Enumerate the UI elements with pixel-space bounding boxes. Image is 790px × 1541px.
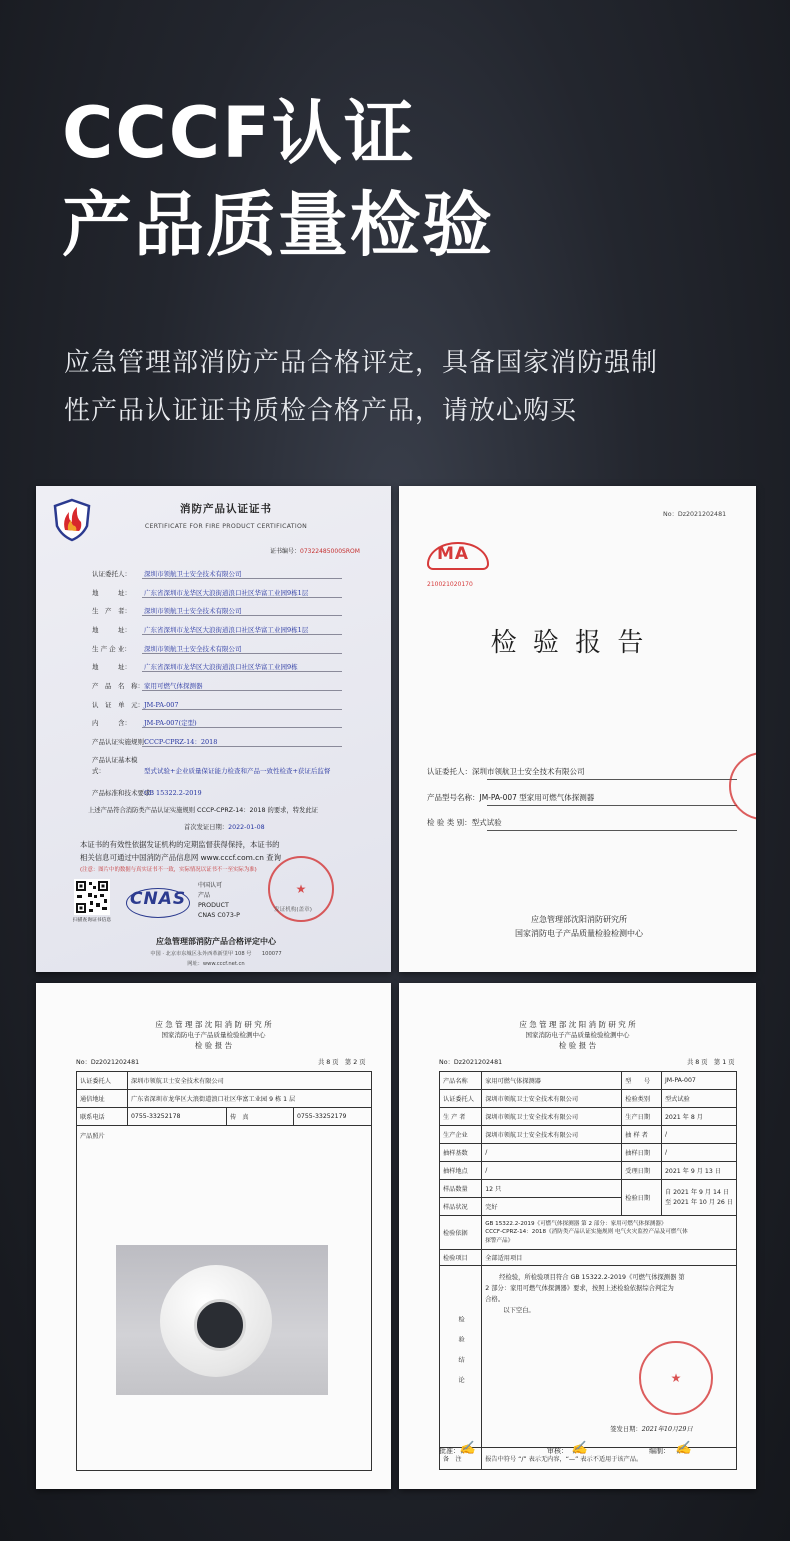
divider: [142, 727, 342, 728]
cert-row: [92, 662, 298, 671]
table-cell: 产品名称: [440, 1072, 482, 1090]
cnas-text-4: CNAS C073-P: [198, 912, 240, 919]
table-row: [440, 1180, 737, 1198]
approver-signature-icon: ✍: [459, 1441, 476, 1456]
certificate-number-value: 07322485000SROM: [300, 548, 360, 555]
certificate-address: 中国 · 北京市东城区永外西革新里甲 108 号 100077: [150, 951, 282, 957]
table-cell: 检验结论: [440, 1266, 482, 1448]
red-seal-stamp: [639, 1341, 713, 1415]
basis-line-2: CCCF-CPRZ-14：2018《消防类产品认证实施规则 电气火灾监控产品及可燃气体: [485, 1229, 688, 1236]
cert-row-label: 产品标准和技术要求：: [92, 789, 157, 797]
table-cell: 2021 年 9 月 13 日: [661, 1162, 736, 1180]
certificate-number: [270, 549, 360, 555]
conclusion-line-2: 2 部分：家用可燃气体探测器》要求，按照上述检验依据综合判定为: [485, 1285, 674, 1293]
table-cell: 报告中符号 “/” 表示无内容，“—” 表示不适用于该产品。: [482, 1448, 737, 1470]
cert-row-value: 深圳市领航卫士安全技术有限公司: [144, 570, 242, 578]
cert-row: [92, 681, 203, 690]
report-header-1: 应 急 管 理 部 沈 阳 消 防 研 究 所: [155, 1020, 272, 1029]
test-report-page-2: [36, 983, 391, 1489]
cert-row-label: 生 产 企 业：: [92, 645, 131, 653]
report-cover-row: [427, 768, 585, 776]
table-cell: 认证委托人: [77, 1072, 128, 1090]
cert-row: [92, 625, 308, 634]
subtitle-line2: 性产品认证证书质检合格产品，请放心购买: [64, 396, 578, 426]
subtitle-line1: 应急管理部消防产品合格评定，具备国家消防强制: [64, 348, 659, 378]
cert-row: [92, 737, 217, 746]
certificate-date-label: 首次发证日期：: [184, 824, 229, 831]
table-cell: 样品数量: [440, 1180, 482, 1198]
report-pages: 共 8 页 第 2 页: [318, 1059, 366, 1066]
table-row: [440, 1216, 737, 1250]
headline-line2: 产品质量检验: [62, 184, 494, 266]
review-label: 审核：: [547, 1447, 568, 1455]
sign-date-value: 2021年10月29日: [641, 1426, 693, 1433]
test-report-cover: [399, 486, 756, 972]
table-cell: 12 只: [482, 1180, 622, 1198]
cert-row: [92, 700, 179, 709]
table-row: [440, 1250, 737, 1266]
certificate-number-label: 证书编号：: [270, 548, 301, 555]
report-cover-value: JM-PA-007 型家用可燃气体探测器: [479, 793, 595, 802]
table-cell: /: [661, 1126, 736, 1144]
table-cell: 生产日期: [622, 1108, 662, 1126]
table-cell: 备 注: [440, 1448, 482, 1470]
table-cell: 0755-33252179: [294, 1108, 372, 1126]
cert-row-value: CCCP-CPRZ-14：2018: [144, 738, 218, 746]
report-header-2: 国家消防电子产品质量检验检测中心: [161, 1031, 266, 1039]
cert-row-value: 家用可燃气体探测器: [144, 682, 203, 690]
conclusion-line-1: 经检验，所检验项目符合 GB 15322.2-2019《可燃气体探测器 第: [499, 1274, 685, 1281]
report-pages: 共 8 页 第 1 页: [687, 1059, 735, 1066]
certificate-date-value: 2022-01-08: [228, 824, 265, 831]
cert-row-value: GB 15322.2-2019: [144, 789, 202, 797]
cert-row-value: 广东省深圳市龙华区大浪街道浪口社区华富工业园9栋1层: [144, 589, 309, 597]
test-date-from: 自 2021 年 9 月 14 日: [664, 1188, 730, 1196]
report-title: 检 验 报 告: [490, 628, 648, 658]
cert-row-label: 产品认证基本模式：: [92, 756, 138, 776]
table-cell: 检验日期: [622, 1180, 662, 1216]
table-cell: /: [482, 1162, 622, 1180]
report-header-1: 应 急 管 理 部 沈 阳 消 防 研 究 所: [519, 1020, 636, 1029]
cert-row-label: 产品认证实施规则：: [92, 738, 151, 746]
divider: [142, 597, 342, 598]
red-seal-stamp: [729, 752, 756, 820]
cert-row: [92, 718, 197, 727]
table-cell: 检验依据: [440, 1216, 482, 1250]
report-cover-row: [427, 819, 502, 827]
table-row: [440, 1144, 737, 1162]
table-cell: 全部适用项目: [482, 1250, 737, 1266]
certificate-web: 网址：www.cccf.net.cn: [187, 961, 245, 967]
table-cell: /: [482, 1144, 622, 1162]
cert-row: [92, 606, 242, 615]
table-cell: 通信地址: [77, 1090, 128, 1108]
certificate-title: 消防产品认证证书: [180, 503, 272, 515]
report-cover-label: 产品型号名称：: [427, 793, 480, 802]
table-cell: 生 产 者: [440, 1108, 482, 1126]
certificate-issuer: 应急管理部消防产品合格评定中心: [156, 937, 276, 946]
divider: [142, 709, 342, 710]
divider: [142, 746, 342, 747]
cma-code: 210021020170: [427, 581, 473, 588]
cert-row-label: 内 含：: [92, 719, 131, 727]
table-cell: 样品状况: [440, 1198, 482, 1216]
cert-row-value: 深圳市领航卫士安全技术有限公司: [144, 645, 242, 653]
headline-line1: CCCF认证: [62, 92, 416, 174]
cert-row-value: 型式试验+企业质量保证能力检查和产品一致性检查+获证后监督: [144, 767, 331, 776]
report-number: No：Dz2021202481: [76, 1059, 140, 1066]
table-cell: 型 号: [622, 1072, 662, 1090]
cert-row: [92, 588, 308, 597]
cert-row-label: 地 址：: [92, 626, 131, 634]
product-photo-label: 产品照片: [80, 1133, 105, 1140]
cert-row-label: 认 证 单 元：: [92, 701, 144, 709]
qr-caption: 扫描查询证书信息: [72, 918, 112, 923]
divider: [487, 830, 737, 831]
divider: [487, 805, 737, 806]
certificate-title-en: CERTIFICATE FOR FIRE PRODUCT CERTIFICATION: [144, 523, 308, 530]
basis-line-1: GB 15322.2-2019《可燃气体探测器 第 2 部分：家用可燃气体探测器》: [485, 1221, 667, 1228]
report-header-2: 国家消防电子产品质量检验检测中心: [525, 1031, 630, 1039]
cert-row: [92, 788, 202, 797]
report-header-3: 检 验 报 告: [558, 1041, 597, 1050]
table-row: [440, 1072, 737, 1090]
report-header-3: 检 验 报 告: [194, 1041, 233, 1050]
fire-product-certificate: [36, 486, 391, 972]
table-row: [77, 1072, 372, 1090]
divider: [142, 690, 342, 691]
certificate-note1: 本证书的有效性依据发证机构的定期监督获得保持，本证书的: [80, 840, 280, 849]
cnas-logo: CNAS: [130, 889, 187, 909]
divider: [487, 779, 737, 780]
cert-row-value: JM-PA-007: [144, 701, 179, 709]
cert-row-value: 广东省深圳市龙华区大浪街道浪口社区华富工业园9栋: [144, 663, 298, 671]
cert-row: [92, 569, 242, 578]
report-cover-label: 检 验 类 别：: [427, 818, 472, 827]
report-cover-row: [427, 794, 594, 802]
table-cell: 完好: [482, 1198, 622, 1216]
basis-line-3: 探警产品》: [485, 1237, 514, 1244]
table-cell: 深圳市领航卫士安全技术有限公司: [482, 1108, 622, 1126]
cert-row-label: 地 址：: [92, 663, 131, 671]
cert-row: [92, 755, 332, 777]
table-cell: 联系电话: [77, 1108, 128, 1126]
table-row: [440, 1126, 737, 1144]
compile-label: 编制：: [649, 1447, 670, 1455]
table-cell: 家用可燃气体探测器: [482, 1072, 622, 1090]
product-photo: [116, 1245, 328, 1395]
cnas-text-1: 中国认可: [198, 882, 223, 889]
divider: [142, 653, 342, 654]
table-row: [440, 1162, 737, 1180]
cert-row-label: 认证委托人：: [92, 570, 131, 578]
table-cell: 认证委托人: [440, 1090, 482, 1108]
table-row: [77, 1108, 372, 1126]
cert-row-value: 深圳市领航卫士安全技术有限公司: [144, 607, 242, 615]
report-number: No：Dz2021202481: [663, 511, 727, 518]
table-cell: 型式试验: [661, 1090, 736, 1108]
conclusion-line-3: 合格。: [485, 1296, 505, 1304]
table-cell: 2021 年 8 月: [661, 1108, 736, 1126]
table-cell: [661, 1180, 736, 1216]
table-cell: 传 真: [227, 1108, 294, 1126]
sign-date: [610, 1424, 692, 1435]
divider: [142, 671, 342, 672]
divider: [142, 615, 342, 616]
table-row: [440, 1448, 737, 1470]
gas-detector-display: [194, 1299, 246, 1351]
table-cell: 抽 样 者: [622, 1126, 662, 1144]
conclusion-line-4: 以下空白。: [503, 1307, 535, 1315]
table-cell: 检验类别: [622, 1090, 662, 1108]
cma-logo-text: MA: [437, 544, 470, 564]
cert-row: [92, 644, 242, 653]
divider: [142, 578, 342, 579]
table-cell: /: [661, 1144, 736, 1162]
report-cover-value: 型式试验: [471, 818, 502, 827]
cert-row-value: 广东省深圳市龙华区大浪街道浪口社区华富工业园9栋1层: [144, 626, 309, 634]
certificate-note2: 相关信息可通过中国消防产品信息网 www.cccf.com.cn 查询: [80, 853, 282, 862]
report-cover-org2: 国家消防电子产品质量检验检测中心: [515, 929, 643, 938]
test-date-to: 至 2021 年 10 月 26 日: [664, 1198, 733, 1206]
table-cell: 抽样基数: [440, 1144, 482, 1162]
cert-row-value: JM-PA-007(定型): [144, 719, 197, 727]
report-cover-org1: 应急管理部沈阳消防研究所: [531, 915, 627, 924]
table-cell: 深圳市领航卫士安全技术有限公司: [482, 1126, 622, 1144]
divider: [142, 634, 342, 635]
table-cell: 抽样地点: [440, 1162, 482, 1180]
table-cell: JM-PA-007: [661, 1072, 736, 1090]
table-cell: 0755-33252178: [128, 1108, 227, 1126]
report-cover-value: 深圳市领航卫士安全技术有限公司: [472, 767, 585, 776]
table-cell: 抽样日期: [622, 1144, 662, 1162]
certificate-sign-label: 发证机构(盖章): [274, 907, 312, 913]
fire-shield-logo-icon: [52, 498, 92, 542]
cnas-text-2: 产品: [198, 892, 211, 899]
table-row: [440, 1108, 737, 1126]
report-cover-label: 认证委托人：: [427, 767, 472, 776]
table-cell: 深圳市领航卫士安全技术有限公司: [482, 1090, 622, 1108]
sign-date-label: 签发日期：: [610, 1426, 642, 1433]
certificate-date: [184, 825, 265, 831]
reviewer-signature-icon: ✍: [571, 1441, 588, 1456]
table-cell: 检验项目: [440, 1250, 482, 1266]
report-number: No：Dz2021202481: [439, 1059, 503, 1066]
cnas-ring-icon: [126, 888, 190, 918]
cert-row-label: 产 品 名 称：: [92, 682, 144, 690]
table-cell: [482, 1216, 737, 1250]
certificate-conform-text: 上述产品符合消防类产品认证实施规则 CCCP-CPRZ-14：2018 的要求，特发此证: [88, 807, 318, 814]
table-cell: 深圳市领航卫士安全技术有限公司: [128, 1072, 372, 1090]
table-row: [77, 1090, 372, 1108]
table-cell: 广东省深圳市龙华区大浪街道浪口社区华富工业园 9 栋 1 层: [128, 1090, 372, 1108]
table-row: [440, 1090, 737, 1108]
table-cell: 生产企业: [440, 1126, 482, 1144]
qr-code-icon: [74, 879, 110, 915]
test-report-page-1: [399, 983, 756, 1489]
cert-row-label: 地 址：: [92, 589, 131, 597]
table-cell: 受理日期: [622, 1162, 662, 1180]
certificate-warning: (注意：图片中的数据与真实证书不一致，实际情况以证书不一至实际为准): [80, 867, 257, 873]
cnas-text-3: PRODUCT: [198, 902, 229, 909]
compiler-signature-icon: ✍: [675, 1441, 692, 1456]
approve-label: 批准：: [439, 1447, 460, 1455]
cert-row-label: 生 产 者：: [92, 607, 131, 615]
